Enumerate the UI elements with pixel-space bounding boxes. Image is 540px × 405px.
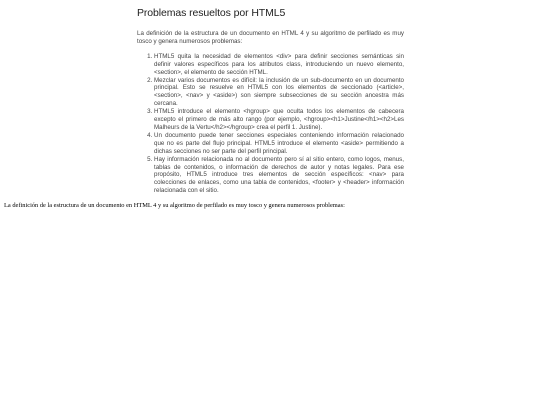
- list-item: 3. HTML5 introduce el elemento <hgroup> que oculta todos los elementos de cabecera excepto el primero de más alto rango (por ejemplo, <hgroup><h1>Justine</h1><h2>Les Malheurs de la Vertu</h2></hgroup> crea el perfil 1. Justine).: [154, 108, 404, 132]
- problem-list: [137, 53, 404, 195]
- page-title: Problemas resueltos por HTML5: [137, 7, 286, 19]
- intro-paragraph: La definición de la estructura de un documento en HTML 4 y su algoritmo de perfilado es muy tosco y genera numerosos problemas:: [137, 30, 404, 45]
- article: [137, 6, 404, 195]
- list-item: 4. Un documento puede tener secciones especiales conteniendo información relacionado que no es parte del flujo principal. HTML5 introduce el elemento <aside> permitiendo a dichas secciones no ser parte del perfil principal.: [154, 132, 404, 156]
- unstyled-paragraph: La definición de la estructura de un documento en HTML 4 y su algoritmo de perfilado es muy tosco y genera numerosos problemas:: [4, 202, 345, 209]
- list-item: 1. HTML5 quita la necesidad de elementos <div> para definir secciones semánticas sin definir valores específicos para los atributos class, introduciendo un nuevo elemento, <section>, el elemento de sección HTML.: [154, 53, 404, 77]
- list-item: 5. Hay información relacionada no al documento pero sí al sitio entero, como logos, menus, tablas de contenidos, o información de derechos de autor y notas legales. Para ese propósito, HTML5 introduce tres elementos de sección específicos: <nav> para colecciones de enlaces, como una tabla de contenidos, <footer> y <header> información relacionada con el sitio.: [154, 156, 404, 196]
- list-item: 2. Mezclar varios documentos es difícil: la inclusión de un sub-documento en un documento principal. Esto se resuelve en HTML5 con los elementos de seccionado (<article>, <section>, <nav> y <aside>) son siempre subsecciones de su sección ancestra más cercana.: [154, 77, 404, 109]
